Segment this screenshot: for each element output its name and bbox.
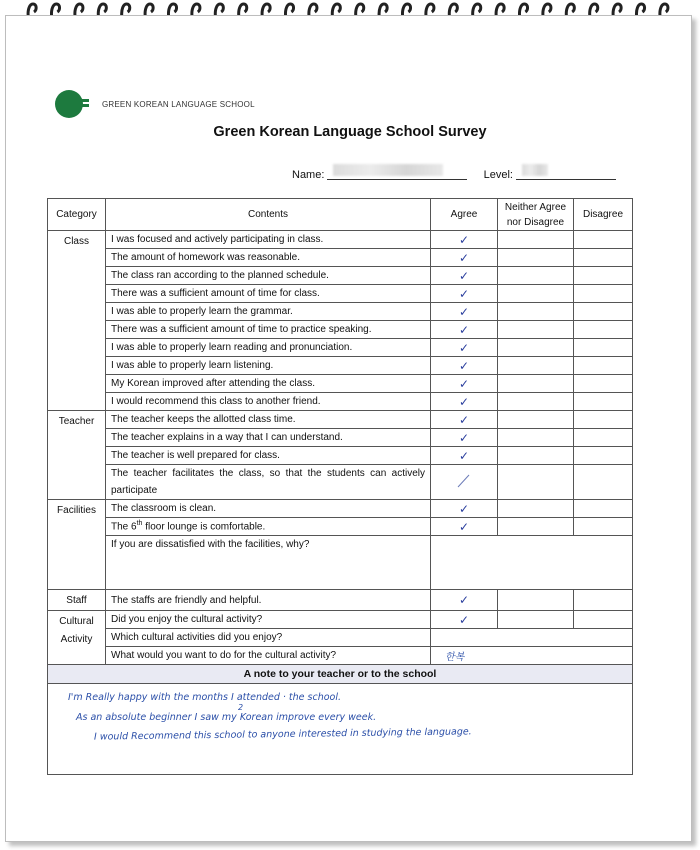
neither-checkbox[interactable] — [498, 375, 574, 393]
question-text: I was able to properly learn the grammar. — [106, 303, 431, 321]
note-heading: A note to your teacher or to the school — [48, 665, 633, 684]
disagree-checkbox[interactable] — [574, 447, 633, 465]
disagree-checkbox[interactable] — [574, 339, 633, 357]
note-header-row — [48, 665, 633, 684]
redacted-name — [333, 164, 443, 176]
question-text: What would you want to do for the cultural activity? — [106, 647, 431, 665]
neither-checkbox[interactable] — [498, 357, 574, 375]
agree-checkbox[interactable]: ✓ — [431, 303, 498, 321]
logo-text: GREEN KOREAN LANGUAGE SCHOOL — [102, 99, 255, 109]
table-row — [48, 590, 633, 611]
neither-checkbox[interactable] — [498, 465, 574, 500]
answer-field[interactable] — [431, 629, 633, 647]
answer-field[interactable] — [431, 536, 633, 590]
agree-checkbox[interactable]: ✓ — [431, 611, 498, 629]
level-field[interactable] — [516, 167, 616, 180]
neither-checkbox[interactable] — [498, 339, 574, 357]
question-text: I was able to properly learn reading and pronunciation. — [106, 339, 431, 357]
agree-checkbox[interactable]: ✓ — [431, 285, 498, 303]
table-row — [48, 285, 633, 303]
agree-checkbox[interactable]: ✓ — [431, 249, 498, 267]
level-label: Level: — [483, 169, 513, 181]
question-text: There was a sufficient amount of time for class. — [106, 285, 431, 303]
agree-checkbox[interactable]: ✓ — [431, 231, 498, 249]
school-logo — [55, 90, 255, 118]
category-facilities: Facilities — [48, 500, 106, 590]
table-row — [48, 303, 633, 321]
note-line-2: As an absolute beginner I saw my Korean improve every week. — [76, 712, 377, 723]
disagree-checkbox[interactable] — [574, 321, 633, 339]
table-row — [48, 393, 633, 411]
agree-checkbox[interactable]: ✓ — [431, 339, 498, 357]
table-row — [48, 321, 633, 339]
table-row — [48, 647, 633, 665]
disagree-checkbox[interactable] — [574, 393, 633, 411]
agree-checkbox[interactable]: ✓ — [431, 375, 498, 393]
header-disagree: Disagree — [574, 199, 633, 231]
disagree-checkbox[interactable] — [574, 303, 633, 321]
question-text: My Korean improved after attending the class. — [106, 375, 431, 393]
check-icon — [456, 473, 472, 489]
logo-icon — [55, 90, 83, 118]
table-row — [48, 447, 633, 465]
table-row — [48, 339, 633, 357]
agree-checkbox[interactable]: ✓ — [431, 357, 498, 375]
note-row — [48, 684, 633, 775]
question-text: The staffs are friendly and helpful. — [106, 590, 431, 611]
neither-checkbox[interactable] — [498, 393, 574, 411]
neither-checkbox[interactable] — [498, 500, 574, 518]
disagree-checkbox[interactable] — [574, 231, 633, 249]
neither-checkbox[interactable] — [498, 429, 574, 447]
disagree-checkbox[interactable] — [574, 429, 633, 447]
disagree-checkbox[interactable] — [574, 249, 633, 267]
neither-checkbox[interactable] — [498, 303, 574, 321]
disagree-checkbox[interactable] — [574, 465, 633, 500]
agree-checkbox[interactable]: ✓ — [431, 411, 498, 429]
agree-checkbox[interactable]: ✓ — [431, 518, 498, 536]
question-text: The classroom is clean. — [106, 500, 431, 518]
header-category: Category — [48, 199, 106, 231]
question-text: Did you enjoy the cultural activity? — [106, 611, 431, 629]
handwritten-answer: 한복 — [445, 652, 465, 663]
header-agree: Agree — [431, 199, 498, 231]
question-text: The amount of homework was reasonable. — [106, 249, 431, 267]
disagree-checkbox[interactable] — [574, 518, 633, 536]
table-row — [48, 629, 633, 647]
question-text: The class ran according to the planned schedule. — [106, 267, 431, 285]
agree-checkbox[interactable]: ✓ — [431, 429, 498, 447]
agree-checkbox[interactable]: ✓ — [431, 321, 498, 339]
name-level-line — [292, 167, 616, 181]
question-text: Which cultural activities did you enjoy? — [106, 629, 431, 647]
category-staff: Staff — [48, 590, 106, 611]
neither-checkbox[interactable] — [498, 590, 574, 611]
agree-checkbox[interactable]: ✓ — [431, 393, 498, 411]
question-text: I was focused and actively participating in class. — [106, 231, 431, 249]
header-row — [48, 199, 633, 231]
agree-checkbox[interactable]: ✓ — [431, 447, 498, 465]
note-line-1: I'm Really happy with the months I attended · the school. 2 — [68, 688, 612, 708]
header-contents: Contents — [106, 199, 431, 231]
neither-checkbox[interactable] — [498, 447, 574, 465]
neither-checkbox[interactable] — [498, 321, 574, 339]
header-neither: Neither Agree nor Disagree — [498, 199, 574, 231]
table-row — [48, 429, 633, 447]
table-row — [48, 611, 633, 629]
agree-checkbox[interactable]: ✓ — [431, 500, 498, 518]
name-field[interactable] — [327, 167, 467, 180]
redacted-level — [522, 164, 548, 176]
table-row — [48, 357, 633, 375]
category-teacher: Teacher — [48, 411, 106, 500]
disagree-checkbox[interactable] — [574, 357, 633, 375]
neither-checkbox[interactable] — [498, 285, 574, 303]
agree-checkbox[interactable] — [431, 465, 498, 500]
note-field[interactable] — [48, 684, 633, 775]
question-text: The teacher explains in a way that I can understand. — [106, 429, 431, 447]
disagree-checkbox[interactable] — [574, 375, 633, 393]
answer-field[interactable] — [431, 647, 633, 665]
disagree-checkbox[interactable] — [574, 285, 633, 303]
question-text: If you are dissatisfied with the facilities, why? — [106, 536, 431, 590]
table-row — [48, 249, 633, 267]
neither-checkbox[interactable] — [498, 231, 574, 249]
neither-checkbox[interactable] — [498, 611, 574, 629]
disagree-checkbox[interactable] — [574, 611, 633, 629]
table-row — [48, 375, 633, 393]
table-row — [48, 518, 633, 536]
question-text: The teacher facilitates the class, so that the students can actively participate — [106, 465, 431, 500]
table-row — [48, 465, 633, 500]
neither-checkbox[interactable] — [498, 267, 574, 285]
inserted-number: 2 — [238, 703, 244, 712]
table-row — [48, 231, 633, 249]
neither-checkbox[interactable] — [498, 518, 574, 536]
name-label: Name: — [292, 169, 325, 181]
question-text: The 6th floor lounge is comfortable. — [106, 518, 431, 536]
disagree-checkbox[interactable] — [574, 500, 633, 518]
question-text: I would recommend this class to another friend. — [106, 393, 431, 411]
table-row — [48, 536, 633, 590]
page-title: Green Korean Language School Survey — [213, 124, 487, 140]
disagree-checkbox[interactable] — [574, 267, 633, 285]
disagree-checkbox[interactable] — [574, 590, 633, 611]
question-text: The teacher keeps the allotted class time. — [106, 411, 431, 429]
question-text: I was able to properly learn listening. — [106, 357, 431, 375]
category-class: Class — [48, 231, 106, 411]
table-row — [48, 500, 633, 518]
category-cultural-activity: Cultural Activity — [48, 611, 106, 665]
table-row — [48, 411, 633, 429]
agree-checkbox[interactable]: ✓ — [431, 267, 498, 285]
question-text: The teacher is well prepared for class. — [106, 447, 431, 465]
table-row — [48, 267, 633, 285]
note-line-3: I would Recommend this school to anyone interested in studying the language. — [93, 726, 472, 743]
survey-table — [47, 198, 633, 775]
neither-checkbox[interactable] — [498, 249, 574, 267]
disagree-checkbox[interactable] — [574, 411, 633, 429]
agree-checkbox[interactable]: ✓ — [431, 590, 498, 611]
neither-checkbox[interactable] — [498, 411, 574, 429]
question-text: There was a sufficient amount of time to practice speaking. — [106, 321, 431, 339]
